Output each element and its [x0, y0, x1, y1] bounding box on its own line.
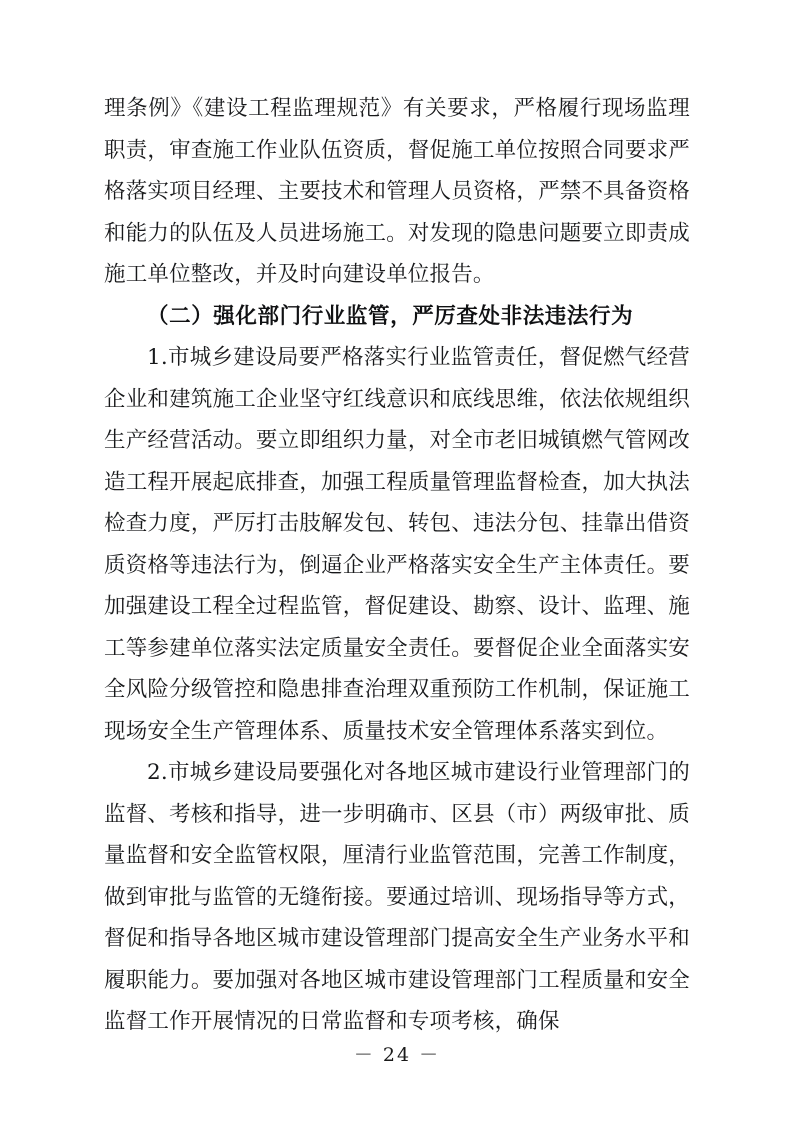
paragraph-continued: 理条例》《建设工程监理规范》有关要求，严格履行现场监理职责，审查施工作业队伍资质，督促施工单位按照合同要求严格落实项目经理、主要技术和管理人员资格，严禁不具备资格和能力的队伍及人员进场施工。对发现的隐患问题要立即责成施工单位整改，并及时向建设单位报告。: [104, 96, 690, 287]
page-number: － 24 －: [353, 1043, 441, 1066]
section-heading: （二）强化部门行业监管，严厉查处非法违法行为: [147, 303, 634, 329]
paragraph-item-2: 2.市城乡建设局要强化对各地区城市建设行业管理部门的监督、考核和指导，进一步明确市、区县（市）两级审批、质量监督和安全监管权限，厘清行业监管范围，完善工作制度，做到审批与监管的无缝衔接。要通过培训、现场指导等方式，督促和指导各地区城市建设管理部门提高安全生产业务水平和履职能力。要加强对各地区城市建设管理部门工程质量和安全监督工作开展情况的日常监督和专项考核，确保: [104, 760, 690, 1034]
paragraph-item-1: 1.市城乡建设局要严格落实行业监管责任，督促燃气经营企业和建筑施工企业坚守红线意识和底线思维，依法依规组织生产经营活动。要立即组织力量，对全市老旧城镇燃气管网改造工程开展起底排查，加强工程质量管理监督检查，加大执法检查力度，严厉打击肢解发包、转包、违法分包、挂靠出借资质资格等违法行为，倒逼企业严格落实安全生产主体责任。要加强建设工程全过程监管，督促建设、勘察、设计、监理、施工等参建单位落实法定质量安全责任。要督促企业全面落实安全风险分级管控和隐患排查治理双重预防工作机制，保证施工现场安全生产管理体系、质量技术安全管理体系落实到位。: [104, 345, 690, 744]
document-body: [104, 88, 690, 1043]
